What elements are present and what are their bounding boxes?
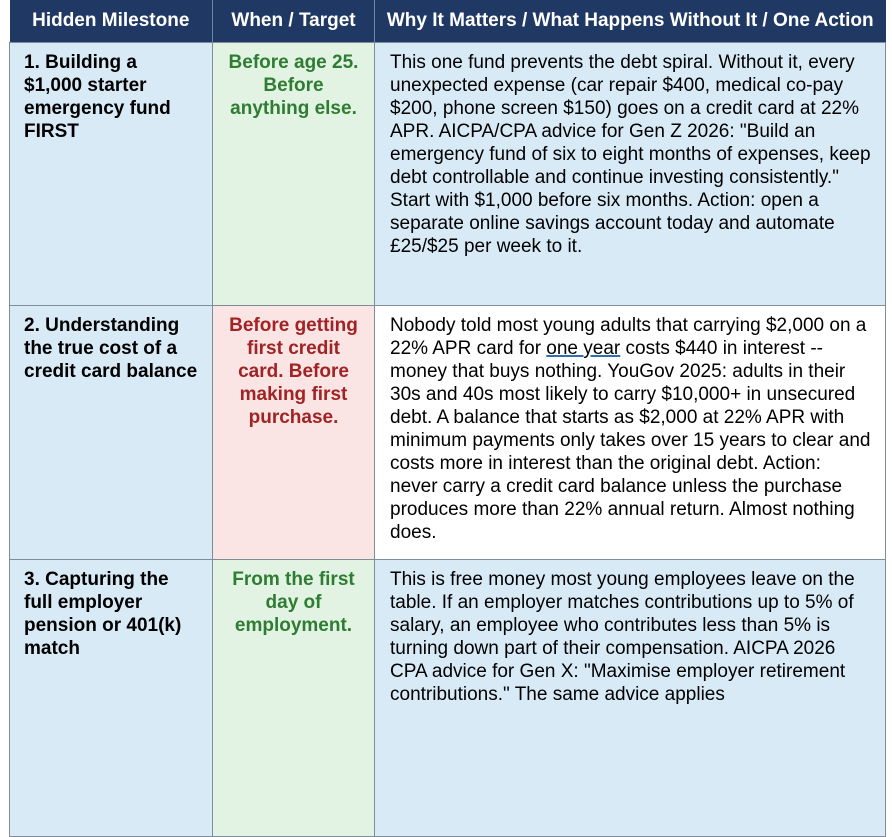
- when-cell: Before age 25. Before anything else.: [213, 43, 375, 306]
- milestones-table: [9, 0, 886, 837]
- header-milestone: Hidden Milestone: [10, 0, 213, 43]
- header-when: When / Target: [213, 0, 375, 43]
- table-row: [10, 306, 886, 560]
- why-cell: This is free money most young employees leave on the table. If an employer matches contributions up to 5% of salary, an employee who contributes less than 5% is turning down part of their compensation. AICPA 2026 CPA advice for Gen X: "Maximise employer retirement contributions." The same advice applies: [375, 560, 886, 837]
- when-cell: Before getting first credit card. Before making first purchase.: [213, 306, 375, 560]
- when-cell: From the first day of employment.: [213, 560, 375, 837]
- spellcheck-underlined-phrase: one year: [546, 338, 621, 359]
- why-cell: [375, 306, 886, 560]
- why-text-end: costs $440 in interest -- money that buys nothing. YouGov 2025: adults in their 30s and 40s most likely to carry $10,000+ in unsecured debt. A balance that starts as $2,000 at 22% APR with minimum payments only takes over 15 years to clear and costs more in interest than the original debt. Action: never carry a credit card balance unless the purchase produces more than 22% annual return. Almost nothing does.: [390, 338, 871, 543]
- why-cell: This one fund prevents the debt spiral. Without it, every unexpected expense (car repair $400, medical co-pay $200, phone screen $150) goes on a credit card at 22% APR. AICPA/CPA advice for Gen Z 2026: "Build an emergency fund of six to eight months of expenses, keep debt controllable and continue investing consistently." Start with $1,000 before six months. Action: open a separate online savings account today and automate £25/$25 per week to it.: [375, 43, 886, 306]
- table-row: [10, 43, 886, 306]
- header-why: Why It Matters / What Happens Without It / One Action: [375, 0, 886, 43]
- table-row: [10, 560, 886, 837]
- why-text-start: Nobody told most young adults that carrying $2,000 on a 22% APR card for: [390, 315, 867, 359]
- milestone-cell: 2. Understanding the true cost of a credit card balance: [10, 306, 213, 560]
- header-row: [10, 0, 886, 43]
- milestone-cell: 3. Capturing the full employer pension or 401(k) match: [10, 560, 213, 837]
- milestone-cell: 1. Building a $1,000 starter emergency fund FIRST: [10, 43, 213, 306]
- milestones-table-container: [9, 0, 885, 705]
